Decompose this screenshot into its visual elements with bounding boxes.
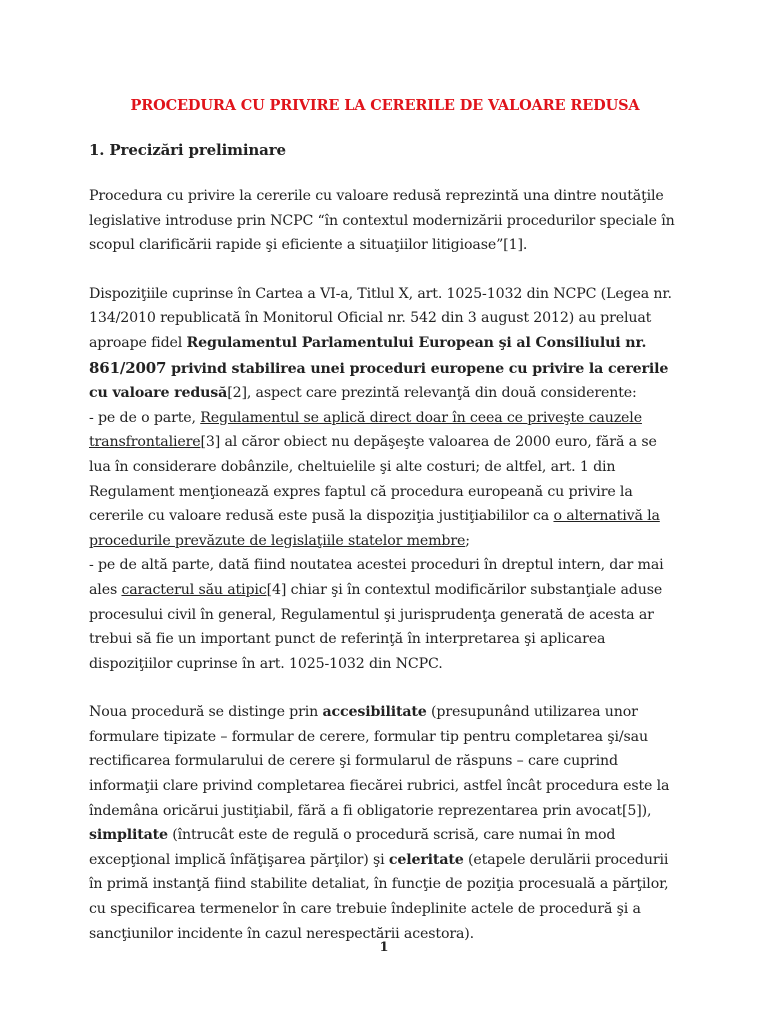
keyword-accesibilitate: accesibilitate — [322, 704, 427, 721]
features-lead: Noua procedură se distinge prin — [89, 704, 323, 721]
paragraph-provisions — [89, 282, 681, 677]
keyword-simplitate: simplitate — [89, 827, 168, 844]
bullet-second-lead: - pe de altă parte, dată fiind noutatea acestei proceduri în dreptul intern, dar mai ales — [89, 557, 664, 598]
bullet-second-body: [4] chiar şi în contextul modificărilor substanţiale aduse procesului civil în general, Regulamentul şi jurisprudenţa generată de acesta ar trebui să fie un important punct de referinţă în interpretarea şi aplicarea dispoziţiilor cuprinse în art. 1025-1032 din NCPC. — [89, 581, 663, 672]
features-celeritate-detail: (etapele derulării procedurii în primă instanţă fiind stabilite detaliat, în funcţie de poziţia procesuală a părţilor, cu specificarea termenelor în care trebuie îndeplinite actele de procedură şi a sancţiunilor incidente în cazul nerespectării acestora). — [89, 851, 669, 942]
features-accesibilitate-detail: (presupunând utilizarea unor formulare tipizate – formular de cerere, formular tip pentru completarea şi/sau rectificarea formularului de cerere şi formularul de răspuns – care cuprind informaţii clare privind completarea fiecărei rubrici, astfel încât procedura este la îndemâna oricărui justiţiabil, fără a fi obligatorie reprezentarea prin avocat[5]), — [89, 704, 670, 819]
bullet-first-body: [3] al căror obiect nu depăşeşte valoarea de 2000 euro, fără a se lua în considerare dobânzile, cheltuielile şi alte costuri; de altfel, art. 1 din Regulament menţionează expres faptul că procedura europeană cu privire la cererile cu valoare redusă este pusă la dispoziţia justiţiabililor ca — [89, 434, 657, 525]
document-page — [89, 94, 681, 970]
bullet-first — [89, 406, 681, 554]
paragraph-features — [89, 700, 681, 946]
provisions-after: [2], aspect care prezintă relevanţă din două considerente: — [227, 385, 637, 402]
section-heading: 1. Precizări preliminare — [89, 141, 286, 159]
bullet-first-underlined-2: o alternativă la procedurile prevăzute de legislaţiile statelor membre — [89, 508, 660, 549]
regulation-name-part1: Regulamentul Parlamentului European şi al Consiliului nr. — [186, 334, 647, 351]
bullet-first-end: ; — [465, 532, 470, 549]
bullet-first-lead: - pe de o parte, — [89, 409, 201, 426]
keyword-celeritate: celeritate — [388, 851, 464, 868]
page-number: 1 — [379, 940, 389, 955]
features-simplitate-detail: (întrucât este de regulă o procedură scrisă, care numai în mod excepţional implică înfăţişarea părţilor) şi — [89, 827, 616, 868]
bullet-second-underlined: caracterul său atipic — [121, 581, 267, 598]
regulation-name-part2: privind stabilirea unei proceduri europene cu privire la cererile cu valoare redusă — [89, 360, 669, 402]
document-title: PROCEDURA CU PRIVIRE LA CERERILE DE VALOARE REDUSA — [130, 97, 640, 114]
provisions-intro: Dispoziţiile cuprinse în Cartea a VI-a, Titlul X, art. 1025-1032 din NCPC (Legea nr. 134/2010 republicată în Monitorul Oficial nr. 542 din 3 august 2012) au preluat aproape fidel — [89, 285, 672, 351]
regulation-number: 861/2007 — [89, 358, 167, 377]
bullet-first-underlined-1: Regulamentul se aplică direct doar în ceea ce priveşte cauzele transfrontaliere — [89, 409, 642, 451]
paragraph-intro: Procedura cu privire la cererile cu valoare redusă reprezintă una dintre noutăţile legislative introduse prin NCPC “în contextul modernizării procedurilor speciale în scopul clarificării rapide şi eficiente a situaţiilor litigioase”[1]. — [89, 188, 675, 254]
bullet-second — [89, 553, 681, 676]
